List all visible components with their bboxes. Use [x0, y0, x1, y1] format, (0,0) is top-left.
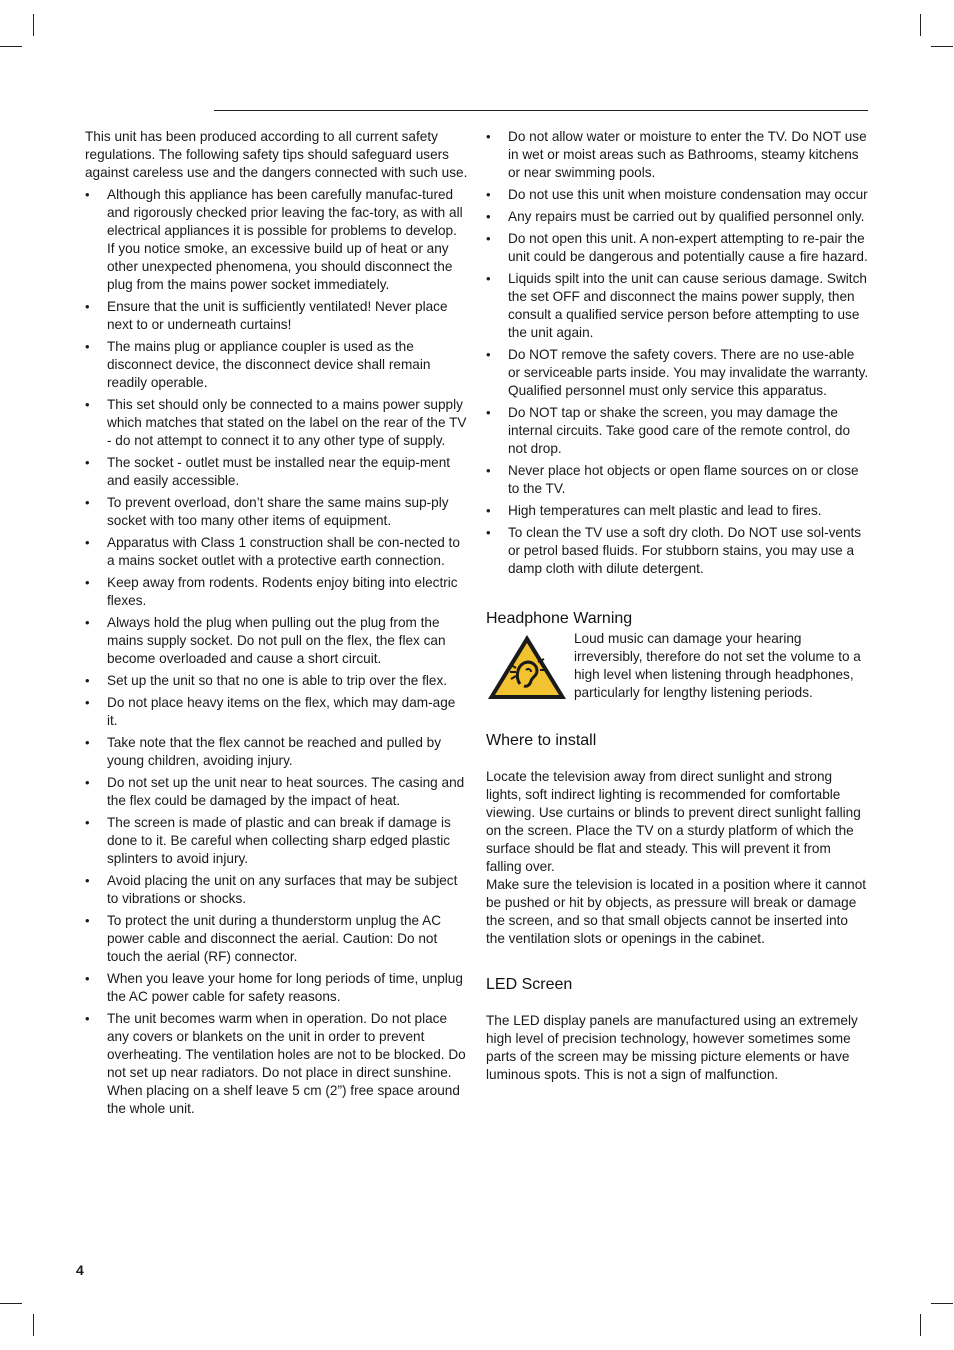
list-item: • Keep away from rodents. Rodents enjoy biting into electric flexes. [85, 574, 468, 610]
list-item: • The socket - outlet must be installed near the equip-ment and easily accessible. [85, 454, 468, 490]
crop-mark [33, 14, 34, 36]
install-paragraph: Make sure the television is located in a position where it cannot be pushed or hit by objects, as pressure will break or damage the screen, and so that small objects cannot be inserted into the ventilation slots or openings in the cabinet. [486, 877, 867, 946]
list-item: • Set up the unit so that no one is able to trip over the flex. [85, 672, 468, 690]
crop-mark [33, 1314, 34, 1336]
list-item: • Never place hot objects or open flame sources on or close to the TV. [486, 462, 870, 498]
list-item: • To prevent overload, don’t share the same mains sup-ply socket with too many other items of equipment. [85, 494, 468, 530]
list-item: • Take note that the flex cannot be reached and pulled by young children, avoiding injury. [85, 734, 468, 770]
list-item: • When you leave your home for long periods of time, unplug the AC power cable for safety reasons. [85, 970, 468, 1006]
install-paragraph: Locate the television away from direct sunlight and strong lights, soft indirect lighting is recommended for comfortable viewing. Use curtains or blinds to prevent direct sunlight falling on the screen. Place the TV on a sturdy platform of which the surface should be flat and steady. This will prevent it from falling over. [486, 769, 861, 874]
list-item: • To protect the unit during a thunderstorm unplug the AC power cable and disconnect the aerial. Caution: Do not touch the aerial (RF) connector. [85, 912, 468, 966]
crop-mark [0, 46, 22, 47]
list-item: • Do not place heavy items on the flex, which may dam-age it. [85, 694, 468, 730]
page-number: 4 [76, 1262, 84, 1278]
list-item: • The mains plug or appliance coupler is used as the disconnect device, the disconnect device shall remain readily operable. [85, 338, 468, 392]
list-item: • High temperatures can melt plastic and lead to fires. [486, 502, 870, 520]
left-column [85, 128, 468, 1122]
list-item: • Do not use this unit when moisture condensation may occur [486, 186, 870, 204]
list-item: • Although this appliance has been carefully manufac-tured and rigorously checked prior leaving the fac-tory, as with all electrical appliances it is possible for problems to develop. If you notice smoke, an excessive build up of heat or any other unexpected phenomena, you should disconnect the plug from the mains power socket immediately. [85, 186, 468, 294]
headphone-warning-text: Loud music can damage your hearing irreversibly, therefore do not set the volume to a high level when listening through headphones, particularly for lengthy listening periods. [574, 631, 861, 700]
list-item: • Do NOT tap or shake the screen, you may damage the internal circuits. Take good care of the remote control, do not drop. [486, 404, 870, 458]
crop-mark [931, 1303, 953, 1304]
led-screen-heading: LED Screen [486, 976, 573, 993]
list-item: • Do not allow water or moisture to enter the TV. Do NOT use in wet or moist areas such as Bathrooms, steamy kitchens or near swimming pools. [486, 128, 870, 182]
list-item: • The unit becomes warm when in operation. Do not place any covers or blankets on the unit in order to prevent overheating. The ventilation holes are not to be blocked. Do not set up near radiators. Do not place in direct sunshine. When placing on a shelf leave 5 cm (2”) free space around the whole unit. [85, 1010, 468, 1118]
list-item: • This set should only be connected to a mains power supply which matches that stated on the label on the rear of the TV - do not attempt to connect it to any other type of supply. [85, 396, 468, 450]
safety-list-left [85, 186, 468, 1118]
list-item: • Avoid placing the unit on any surfaces that may be subject to vibrations or shocks. [85, 872, 468, 908]
crop-mark [920, 1314, 921, 1336]
safety-list-right [486, 128, 870, 578]
intro-paragraph: This unit has been produced according to all current safety regulations. The following safety tips should safeguard users against careless use and the dangers connected with such use. [85, 129, 468, 180]
list-item: • To clean the TV use a soft dry cloth. Do NOT use sol-vents or petrol based fluids. For stubborn stains, you may use a damp cloth with dilute detergent. [486, 524, 870, 578]
list-item: • Apparatus with Class 1 construction shall be con-nected to a mains socket outlet with a protective earth connection. [85, 534, 468, 570]
list-item: • Do not open this unit. A non-expert attempting to re-pair the unit could be dangerous and potentially cause a fire hazard. [486, 230, 870, 266]
list-item: • Ensure that the unit is sufficiently ventilated! Never place next to or underneath curtains! [85, 298, 468, 334]
headphone-warning-block [486, 630, 870, 702]
crop-mark [0, 1303, 22, 1304]
crop-mark [920, 14, 921, 36]
led-screen-paragraph: The LED display panels are manufactured using an extremely high level of precision technology, however sometimes some parts of the screen may be missing picture elements or have luminous spots. This is not a sign of malfunction. [486, 1013, 858, 1082]
list-item: • Always hold the plug when pulling out the plug from the mains supply socket. Do not pull on the flex, the flex can become overloaded and cause a short circuit. [85, 614, 468, 668]
list-item: • Liquids spilt into the unit can cause serious damage. Switch the set OFF and disconnect the mains power supply, then consult a qualified service person before attempting to use the unit again. [486, 270, 870, 342]
list-item: • The screen is made of plastic and can break if damage is done to it. Be careful when collecting sharp edged plastic splinters to avoid injury. [85, 814, 468, 868]
list-item: • Do NOT remove the safety covers. There are no use-able or serviceable parts inside. You may invalidate the warranty. Qualified personnel must only service this apparatus. [486, 346, 870, 400]
list-item: • Do not set up the unit near to heat sources. The casing and the flex could be damaged by the impact of heat. [85, 774, 468, 810]
hearing-warning-icon [486, 632, 568, 702]
header-rule [214, 110, 868, 111]
where-to-install-heading: Where to install [486, 732, 597, 749]
crop-mark [931, 46, 953, 47]
list-item: • Any repairs must be carried out by qualified personnel only. [486, 208, 870, 226]
headphone-warning-heading: Headphone Warning [486, 610, 633, 627]
right-column [486, 128, 870, 1084]
